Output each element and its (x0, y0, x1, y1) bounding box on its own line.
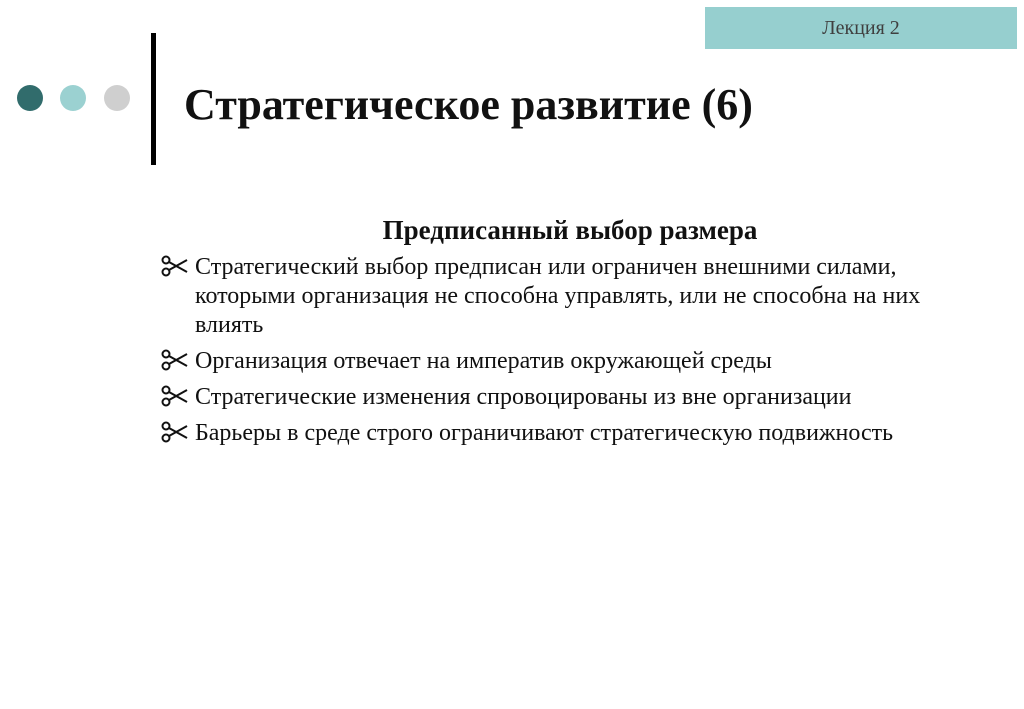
slide-subtitle: Предписанный выбор размера (382, 215, 758, 245)
bullet-item (160, 347, 980, 376)
lecture-badge: Лекция 2 (705, 7, 1017, 49)
bullet-item (160, 383, 980, 412)
bullet-text: Стратегические изменения спровоцированы из вне организации (195, 384, 852, 410)
bullet-text: Барьеры в среде строго ограничивают стратегическую подвижность (195, 420, 894, 446)
decor-dot-dark (17, 85, 43, 111)
bullet-text: Стратегический выбор предписан или ограничен внешними силами, которыми организация не способна управлять, или не способна на них влиять (195, 254, 921, 338)
scissors-icon (160, 385, 188, 407)
bullet-list (160, 253, 980, 455)
scissors-icon (160, 349, 188, 371)
scissors-icon (160, 255, 188, 277)
title-divider (151, 33, 156, 165)
bullet-text: Организация отвечает на императив окружающей среды (195, 348, 772, 374)
decor-dot-gray (104, 85, 130, 111)
bullet-item (160, 253, 980, 340)
bullet-item (160, 419, 980, 448)
scissors-icon (160, 421, 188, 443)
slide-title: Стратегическое развитие (6) (184, 80, 753, 129)
decor-dot-light (60, 85, 86, 111)
